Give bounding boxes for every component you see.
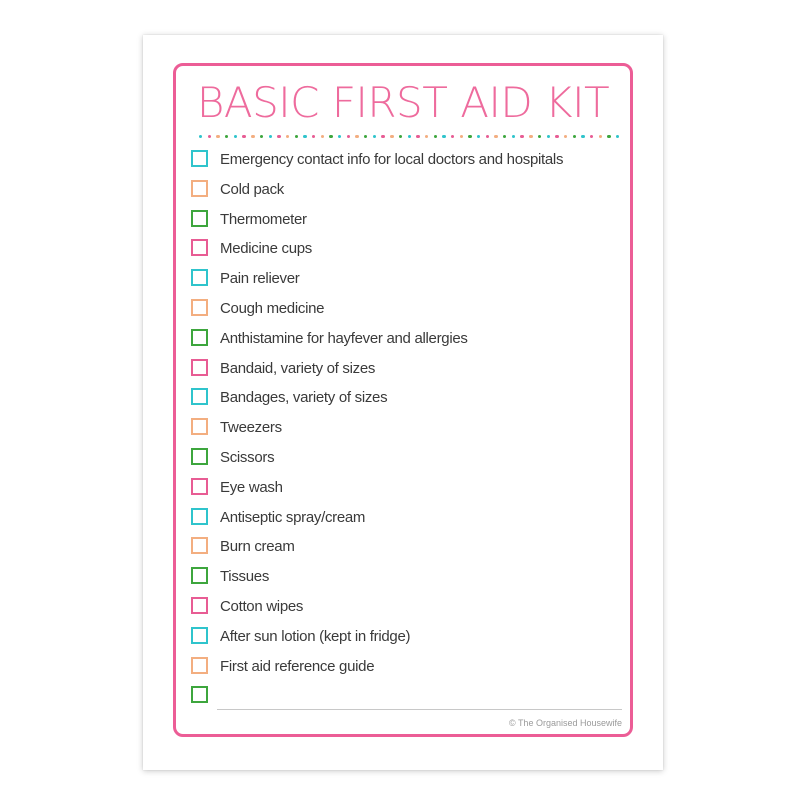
divider-dot — [321, 135, 324, 138]
checkbox[interactable] — [191, 150, 208, 167]
divider-dot — [295, 135, 298, 138]
checklist-item-label: Thermometer — [220, 210, 307, 228]
checklist-item-label: Emergency contact info for local doctors and hospitals — [220, 151, 564, 168]
checklist-item-label: After sun lotion (kept in fridge) — [220, 627, 411, 645]
divider-dot — [581, 135, 584, 138]
divider-dot — [486, 135, 489, 138]
divider-dot — [607, 135, 610, 138]
divider-dot — [416, 135, 419, 138]
divider-dot — [547, 135, 550, 138]
divider-dot — [234, 135, 237, 138]
divider-dot — [599, 135, 602, 138]
checkbox[interactable] — [191, 508, 208, 525]
divider-dot — [225, 135, 228, 138]
divider-dot — [564, 135, 567, 138]
checklist-item-label: Cotton wipes — [220, 597, 304, 615]
checklist-sheet — [143, 35, 663, 770]
checkbox[interactable] — [191, 657, 208, 674]
divider-dot — [251, 135, 254, 138]
divider-dot — [355, 135, 358, 138]
checklist-item-label: Eye wash — [220, 478, 283, 496]
checkbox[interactable] — [191, 239, 208, 256]
checklist-item-label: Burn cream — [220, 538, 295, 556]
checkbox[interactable] — [191, 448, 208, 465]
checkbox[interactable] — [191, 329, 208, 346]
divider-dot — [208, 135, 211, 138]
checklist-frame — [173, 63, 633, 737]
divider-dot — [520, 135, 523, 138]
divider-dot — [216, 135, 219, 138]
checklist-item-label: Medicine cups — [220, 240, 312, 258]
divider-dot — [529, 135, 532, 138]
checkbox[interactable] — [191, 418, 208, 435]
divider-dot — [347, 135, 350, 138]
divider-dot — [199, 135, 202, 138]
divider-dot — [477, 135, 480, 138]
divider-dot — [390, 135, 393, 138]
divider-dot — [434, 135, 437, 138]
checkbox[interactable] — [191, 597, 208, 614]
divider-dot — [494, 135, 497, 138]
divider-dot — [399, 135, 402, 138]
divider-dot — [381, 135, 384, 138]
checkbox[interactable] — [191, 299, 208, 316]
checkbox[interactable] — [191, 537, 208, 554]
divider-dot — [329, 135, 332, 138]
divider-dot — [312, 135, 315, 138]
checkbox[interactable] — [191, 627, 208, 644]
divider-dot — [364, 135, 367, 138]
page-title: BASIC FIRST AID KIT — [196, 78, 610, 127]
divider-dot — [286, 135, 289, 138]
checklist-item-label: Tissues — [220, 568, 270, 586]
divider-dot — [503, 135, 506, 138]
divider-dot — [512, 135, 515, 138]
divider-dot — [538, 135, 541, 138]
checkbox[interactable] — [191, 567, 208, 584]
divider-dot — [408, 135, 411, 138]
divider-dot — [590, 135, 593, 138]
checkbox[interactable] — [191, 180, 208, 197]
divider-dot — [460, 135, 463, 138]
divider-dot — [442, 135, 445, 138]
checkbox[interactable] — [191, 478, 208, 495]
checklist-item-label: Tweezers — [220, 419, 282, 437]
divider-dot — [468, 135, 471, 138]
divider-dot — [303, 135, 306, 138]
checkbox[interactable] — [191, 269, 208, 286]
checklist-item-label: Bandages, variety of sizes — [220, 389, 388, 407]
checklist-item-label: Cough medicine — [220, 299, 325, 317]
divider-dot — [373, 135, 376, 138]
divider-dot — [277, 135, 280, 138]
checklist-item-label: Antiseptic spray/cream — [220, 508, 366, 526]
checkbox[interactable] — [191, 388, 208, 405]
checklist-item-label: Anthistamine for hayfever and allergies — [220, 329, 468, 347]
dotted-divider — [199, 135, 619, 138]
checklist-item-label: First aid reference guide — [220, 657, 375, 675]
divider-dot — [260, 135, 263, 138]
checklist-item-label: Scissors — [220, 448, 275, 466]
divider-dot — [573, 135, 576, 138]
checklist-item-label: Cold pack — [220, 180, 285, 198]
divider-dot — [451, 135, 454, 138]
divider-dot — [242, 135, 245, 138]
divider-dot — [555, 135, 558, 138]
blank-write-line — [217, 709, 622, 710]
checkbox[interactable] — [191, 686, 208, 703]
checklist-item-label: Bandaid, variety of sizes — [220, 359, 376, 377]
checkbox[interactable] — [191, 210, 208, 227]
copyright-footer: © The Organised Housewife — [508, 718, 622, 728]
checklist-item-label: Pain reliever — [220, 270, 300, 288]
divider-dot — [338, 135, 341, 138]
divider-dot — [616, 135, 619, 138]
divider-dot — [425, 135, 428, 138]
checkbox[interactable] — [191, 359, 208, 376]
divider-dot — [269, 135, 272, 138]
